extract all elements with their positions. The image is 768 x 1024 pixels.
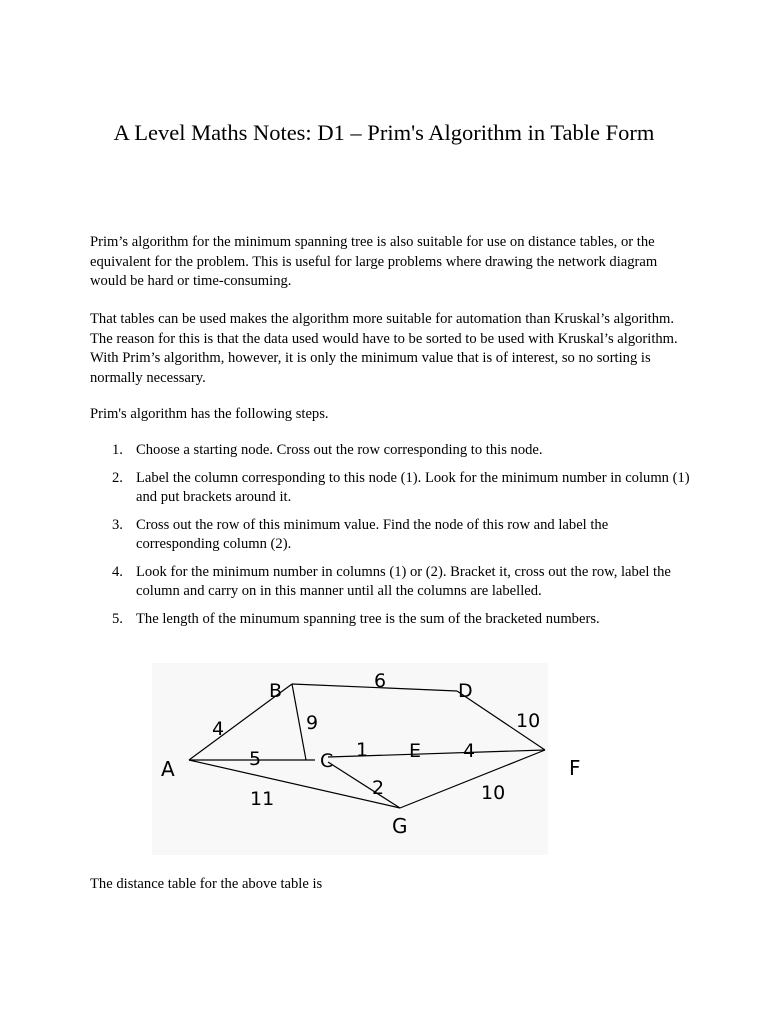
step-item [90, 610, 690, 630]
intro-paragraph: Prim’s algorithm for the minimum spanning tree is also suitable for use on distance tables, or the equivalent for the problem. This is useful for large problems where drawing the network diagram would be hard or time-consuming. [90, 234, 658, 289]
page-title: A Level Maths Notes: D1 – Prim's Algorithm in Table Form [113, 120, 655, 145]
step-text: The length of the minumum spanning tree is the sum of the bracketed numbers. [136, 610, 600, 627]
edge-c-g [328, 762, 400, 808]
edge-a-g [189, 760, 400, 808]
node-label-g: G [392, 814, 408, 838]
step-text: Choose a starting node. Cross out the row corresponding to this node. [136, 442, 543, 458]
node-label-d: D [458, 680, 473, 702]
edge-weight-b-d: 6 [374, 670, 387, 692]
step-item [90, 563, 690, 602]
edge-b-c [292, 684, 306, 760]
node-label-f: F [569, 756, 581, 780]
steps-intro-paragraph: Prim's algorithm has the following steps. [90, 406, 329, 422]
edge-weight-g-f: 10 [481, 782, 506, 804]
node-label-c: C [320, 750, 334, 772]
step-text: Cross out the row of this minimum value. Find the node of this row and label the corresponding column (2). [136, 516, 609, 552]
node-label-b: B [269, 680, 283, 702]
edge-weight-a-b: 4 [212, 718, 225, 740]
node-label-a: A [161, 757, 175, 781]
algorithm-steps-list [90, 441, 690, 637]
step-number: 3. [112, 516, 123, 533]
step-number: 4. [112, 563, 123, 580]
step-item [90, 516, 690, 555]
step-item [90, 441, 690, 461]
step-text: Look for the minimum number in columns (1) or (2). Bracket it, cross out the row, label the column and carry on in this manner until all the columns are labelled. [136, 563, 671, 599]
step-text: Label the column corresponding to this node (1). Look for the minimum number in column (1) and put brackets around it. [136, 469, 690, 505]
edge-weight-a-g: 11 [250, 788, 275, 810]
node-label-e: E [409, 740, 422, 762]
step-number: 5. [112, 610, 123, 627]
network-graph [152, 663, 581, 855]
edge-weight-c-g: 2 [372, 777, 385, 799]
step-number: 1. [112, 442, 123, 458]
distance-table-caption: The distance table for the above table is [90, 876, 323, 892]
network-diagram [152, 663, 581, 855]
step-item [90, 469, 690, 508]
edge-weight-a-c: 5 [249, 748, 262, 770]
step-number: 2. [112, 469, 123, 486]
automation-paragraph: That tables can be used makes the algorithm more suitable for automation than Kruskal’s algorithm. The reason for this is that the data used would have to be sorted to be used with Kruskal’s algorithm. With Prim’s algorithm, however, it is only the minimum value that is of interest, so no sorting is normally necessary. [90, 311, 678, 386]
edge-weight-c-e: 1 [356, 739, 369, 761]
edge-weight-e-f: 4 [463, 740, 476, 762]
edge-weight-b-c: 9 [306, 712, 319, 734]
edge-weight-d-f: 10 [516, 710, 541, 732]
